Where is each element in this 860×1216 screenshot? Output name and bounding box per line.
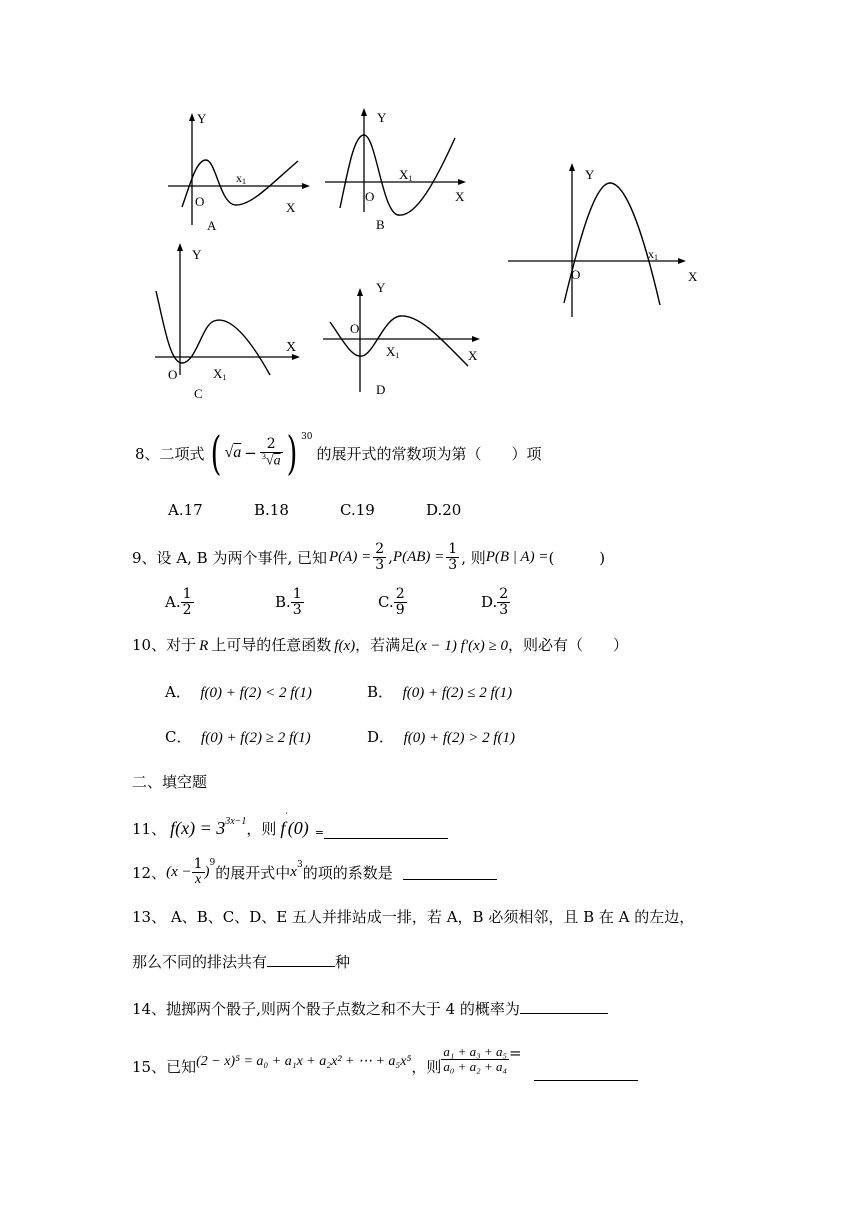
graph-name: C <box>194 386 203 401</box>
x-label: X <box>688 269 698 284</box>
question-13-line2: 那么不同的排法共有 种 <box>132 953 351 971</box>
x-label: X <box>286 340 297 355</box>
option-b[interactable]: B． f(0) + f(2) ≤ 2 f(1) <box>367 683 513 701</box>
y-label: Y <box>192 247 202 262</box>
graph-d <box>320 280 485 400</box>
y-label: Y <box>197 111 207 126</box>
x1-label: X1 <box>213 366 227 382</box>
question-15: 15、 已知 (2 − x)⁵ = a₀ + a₁x + a₂x² + ⋯ + a₅x⁵ ，则 $\frac{\text{a₁ + a₃ + a₅}}{\text{a₀ + a₂ + a₄}}$ = <box>132 1040 638 1092</box>
question-lead: 设 A, B 为两个事件, 已知 <box>156 548 328 567</box>
option-d[interactable]: D． f(0) + f(2) > 2 f(1) <box>367 728 516 746</box>
x-label: X <box>286 200 296 215</box>
x1-label: x1 <box>648 247 658 262</box>
x1-label: X1 <box>386 344 400 360</box>
option-a[interactable]: A． f(0) + f(2) < 2 f(1) <box>165 683 312 701</box>
y-label: Y <box>376 280 386 295</box>
answer-paren[interactable]: ( ) <box>548 548 606 567</box>
section-title: 二、填空题 <box>132 773 208 791</box>
option-a[interactable]: A.17 <box>168 501 203 519</box>
answer-blank[interactable] <box>267 952 335 967</box>
question-12: 12、 (x − $\frac{1}{x}$ ) $^9$ 的展开式中 x $^3$ 的项的系数是 <box>132 852 497 892</box>
answer-blank[interactable] <box>403 865 497 880</box>
question-number: 9、 <box>132 548 157 567</box>
origin-label: O <box>350 321 360 336</box>
option-c[interactable]: C. $\frac{2}{9}$ <box>378 585 405 618</box>
option-a[interactable]: A. $\frac{1}{2}$ <box>165 585 192 618</box>
x1-label: x1 <box>236 171 246 186</box>
answer-blank[interactable] <box>520 999 608 1014</box>
y-label: Y <box>585 167 595 182</box>
q9-options <box>165 582 510 622</box>
q10-options-row2 <box>165 726 515 747</box>
option-b[interactable]: B. $\frac{1}{3}$ <box>275 585 302 618</box>
question-10: 10、对于 R 上可导的任意函数 f(x)，若满足(x − 1) f′(x) ≥ 0，则必有（ ） <box>132 636 629 654</box>
origin-label: O <box>168 367 178 382</box>
origin-label: O <box>195 194 205 209</box>
option-d[interactable]: D. $\frac{2}{3}$ <box>481 585 509 618</box>
question-9: 9、 设 A, B 为两个事件, 已知 P(A) = $\frac{2}{3}$ , P(AB) = $\frac{1}{3}$ , 则 P(B | A) = ( ) <box>132 540 606 573</box>
option-d[interactable]: D.20 <box>426 501 462 519</box>
graph-name: D <box>376 382 386 397</box>
answer-blank[interactable] <box>534 1066 638 1081</box>
graph-c <box>150 235 310 405</box>
q10-options-row1 <box>165 681 512 702</box>
option-c[interactable]: C． f(0) + f(2) ≥ 2 f(1) <box>165 728 311 746</box>
x-label: X <box>468 348 478 363</box>
x-label: X <box>455 189 465 204</box>
question-lead: 二项式 <box>159 444 205 463</box>
option-c[interactable]: C.19 <box>340 501 375 519</box>
graph-b <box>320 100 475 235</box>
origin-label: O <box>571 267 581 282</box>
question-14: 14、抛掷两个骰子,则两个骰子点数之和不大于 4 的概率为 <box>132 998 608 1019</box>
q8-options <box>168 501 461 519</box>
graph-e <box>500 155 700 325</box>
question-13-line1: 13、 A、B、C、D、E 五人并排站成一排，若 A，B 必须相邻，且 B 在 A 的左边， <box>132 908 695 926</box>
origin-label: O <box>365 189 375 204</box>
y-label: Y <box>377 110 387 125</box>
question-tail: 的展开式的常数项为第（ ）项 <box>316 444 542 463</box>
question-11: 11、 f(x) = 3 $^{3x-1}$ ，则 f ′ (0) = <box>132 818 448 839</box>
x1-label: X1 <box>399 167 413 183</box>
question-8 <box>135 422 542 484</box>
binomial-expression: ( √a − $\frac{2}{^3√a}$ ) 30 <box>210 426 313 480</box>
option-b[interactable]: B.18 <box>254 501 289 519</box>
graph-name: B <box>376 217 385 232</box>
question-number: 8、 <box>135 444 160 463</box>
graph-a <box>160 105 320 235</box>
answer-blank[interactable] <box>324 824 448 839</box>
answer-paren[interactable]: ，则必有（ ） <box>508 636 629 654</box>
graph-name: A <box>207 218 217 233</box>
